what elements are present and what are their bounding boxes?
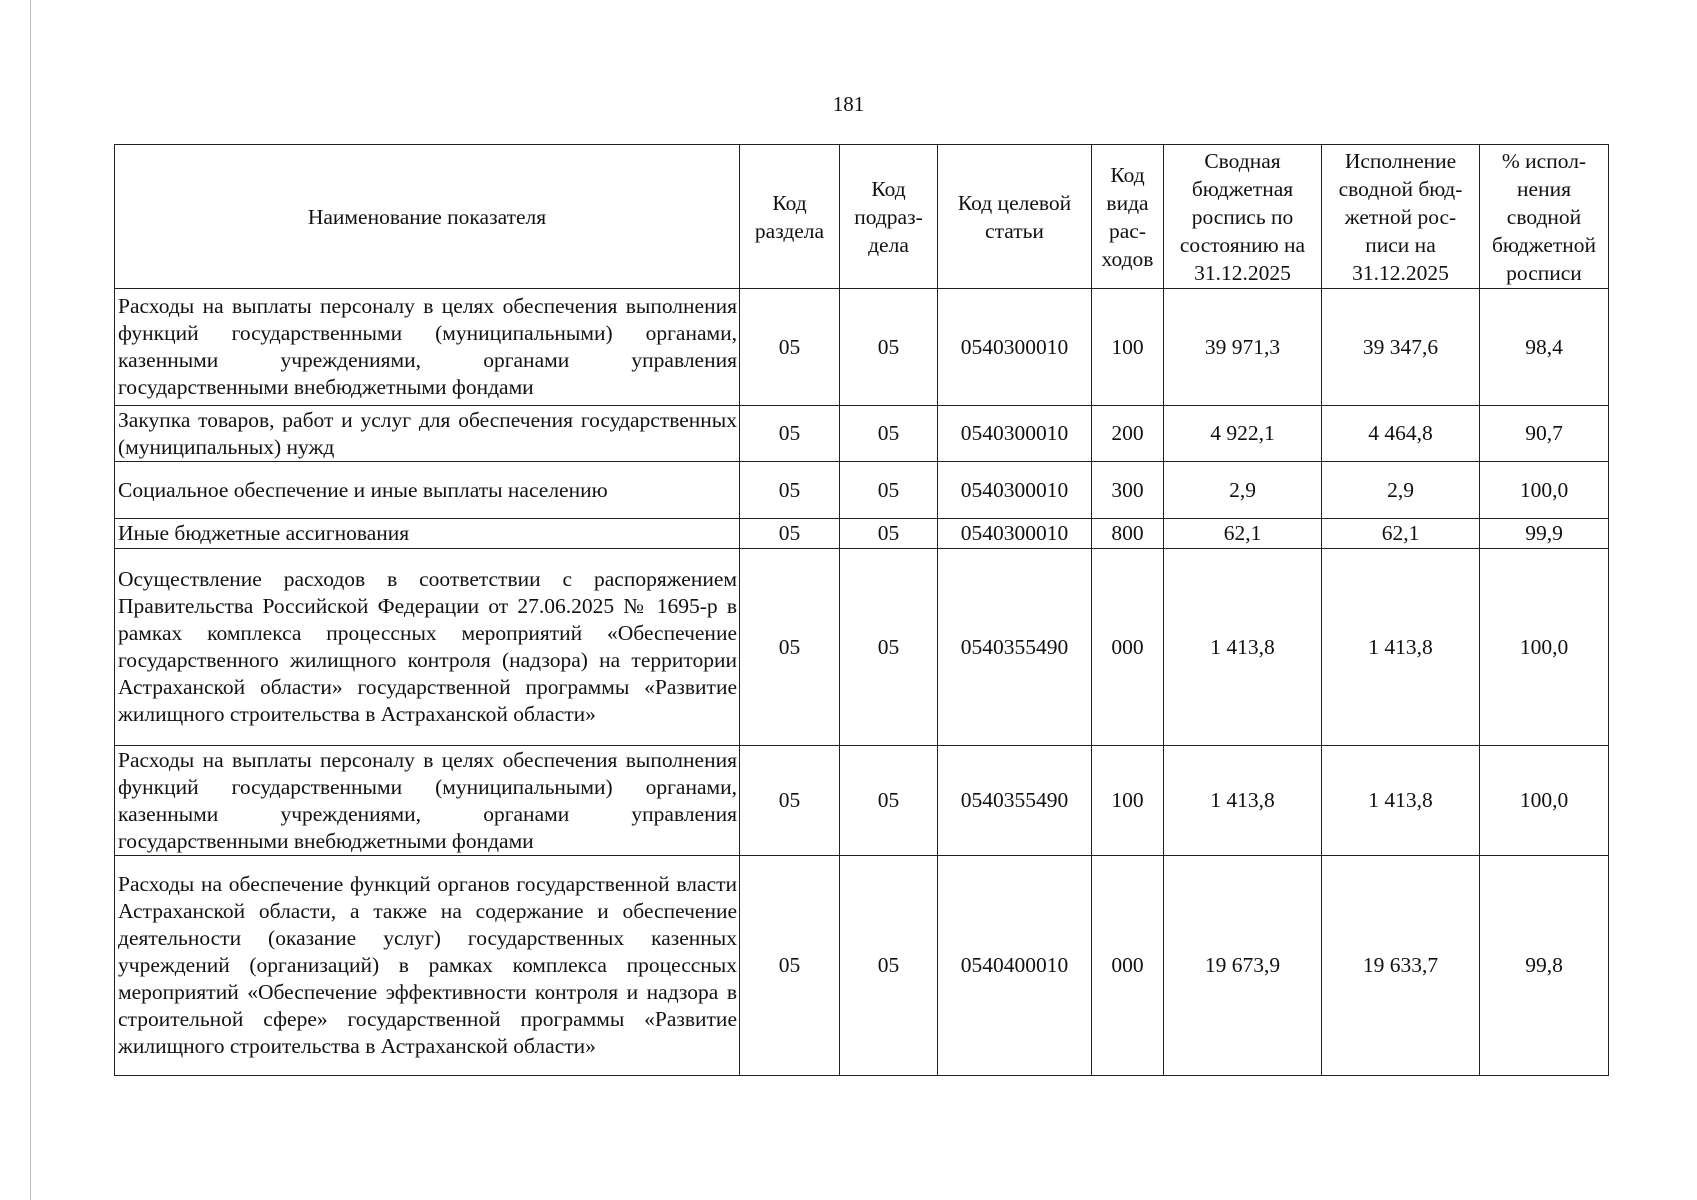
row-name: Осуществление расходов в соответствии с распоряжением Правительства Российской Федерации от 27.06.2025 № 1695-р в рамках комплекса процессных мероприятий «Обеспечение государственного жилищного контроля (надзора) на территории Астраханской области» государственной программы «Развитие жилищного строительства в Астраханской области» xyxy=(115,549,740,746)
budget-execution-table xyxy=(114,144,1609,1076)
row-budget-execution: 19 633,7 xyxy=(1322,856,1480,1076)
row-budget-plan: 1 413,8 xyxy=(1164,549,1322,746)
row-target-article-code: 0540355490 xyxy=(938,746,1092,856)
row-budget-execution: 62,1 xyxy=(1322,519,1480,549)
row-budget-execution: 2,9 xyxy=(1322,462,1480,519)
row-target-article-code: 0540300010 xyxy=(938,406,1092,462)
row-subsection-code: 05 xyxy=(840,519,938,549)
row-subsection-code: 05 xyxy=(840,549,938,746)
row-name: Иные бюджетные ассигнования xyxy=(115,519,740,549)
row-section-code: 05 xyxy=(740,462,840,519)
row-execution-percent: 100,0 xyxy=(1480,549,1609,746)
table-row xyxy=(115,406,1609,462)
row-target-article-code: 0540300010 xyxy=(938,289,1092,406)
row-expense-type-code: 800 xyxy=(1092,519,1164,549)
header-target-article-code: Код целевой статьи xyxy=(938,145,1092,289)
row-subsection-code: 05 xyxy=(840,746,938,856)
row-name: Расходы на выплаты персоналу в целях обеспечения выполнения функций государственными (муниципальными) органами, казенными учреждениями, органами управления государственными внебюджетными фондами xyxy=(115,746,740,856)
row-section-code: 05 xyxy=(740,856,840,1076)
header-section-code: Код раздела xyxy=(740,145,840,289)
row-budget-plan: 19 673,9 xyxy=(1164,856,1322,1076)
row-budget-execution: 4 464,8 xyxy=(1322,406,1480,462)
row-execution-percent: 100,0 xyxy=(1480,462,1609,519)
row-target-article-code: 0540400010 xyxy=(938,856,1092,1076)
row-subsection-code: 05 xyxy=(840,406,938,462)
row-subsection-code: 05 xyxy=(840,289,938,406)
row-execution-percent: 90,7 xyxy=(1480,406,1609,462)
row-target-article-code: 0540355490 xyxy=(938,549,1092,746)
header-budget-execution: Исполнение сводной бюд- жетной рос- писи на 31.12.2025 xyxy=(1322,145,1480,289)
table-header-row xyxy=(115,145,1609,289)
row-budget-plan: 1 413,8 xyxy=(1164,746,1322,856)
table-row xyxy=(115,856,1609,1076)
row-budget-plan: 2,9 xyxy=(1164,462,1322,519)
scan-edge-line xyxy=(30,0,31,1200)
row-budget-execution: 39 347,6 xyxy=(1322,289,1480,406)
row-target-article-code: 0540300010 xyxy=(938,462,1092,519)
row-target-article-code: 0540300010 xyxy=(938,519,1092,549)
row-expense-type-code: 100 xyxy=(1092,746,1164,856)
row-name: Закупка товаров, работ и услуг для обеспечения государственных (муниципальных) нужд xyxy=(115,406,740,462)
row-budget-plan: 4 922,1 xyxy=(1164,406,1322,462)
row-section-code: 05 xyxy=(740,406,840,462)
row-execution-percent: 99,8 xyxy=(1480,856,1609,1076)
table-row xyxy=(115,746,1609,856)
row-section-code: 05 xyxy=(740,289,840,406)
row-section-code: 05 xyxy=(740,549,840,746)
table-row xyxy=(115,519,1609,549)
row-budget-execution: 1 413,8 xyxy=(1322,549,1480,746)
row-execution-percent: 99,9 xyxy=(1480,519,1609,549)
table-row xyxy=(115,549,1609,746)
row-expense-type-code: 000 xyxy=(1092,549,1164,746)
row-budget-plan: 39 971,3 xyxy=(1164,289,1322,406)
row-subsection-code: 05 xyxy=(840,856,938,1076)
header-budget-plan: Сводная бюджетная роспись по состоянию на 31.12.2025 xyxy=(1164,145,1322,289)
row-expense-type-code: 200 xyxy=(1092,406,1164,462)
row-section-code: 05 xyxy=(740,746,840,856)
header-expense-type-code: Код вида рас- ходов xyxy=(1092,145,1164,289)
table-row xyxy=(115,289,1609,406)
row-name: Социальное обеспечение и иные выплаты населению xyxy=(115,462,740,519)
row-execution-percent: 100,0 xyxy=(1480,746,1609,856)
row-expense-type-code: 300 xyxy=(1092,462,1164,519)
row-execution-percent: 98,4 xyxy=(1480,289,1609,406)
row-budget-execution: 1 413,8 xyxy=(1322,746,1480,856)
header-execution-percent: % испол- нения сводной бюджетной росписи xyxy=(1480,145,1609,289)
row-expense-type-code: 100 xyxy=(1092,289,1164,406)
page-number: 181 xyxy=(832,92,865,116)
row-name: Расходы на выплаты персоналу в целях обеспечения выполнения функций государственными (муниципальными) органами, казенными учреждениями, органами управления государственными внебюджетными фондами xyxy=(115,289,740,406)
header-name: Наименование показателя xyxy=(115,145,740,289)
header-subsection-code: Код подраз- дела xyxy=(840,145,938,289)
row-subsection-code: 05 xyxy=(840,462,938,519)
row-expense-type-code: 000 xyxy=(1092,856,1164,1076)
row-budget-plan: 62,1 xyxy=(1164,519,1322,549)
row-name: Расходы на обеспечение функций органов государственной власти Астраханской области, а также на содержание и обеспечение деятельности (оказание услуг) государственных казенных учреждений (организаций) в рамках комплекса процессных мероприятий «Обеспечение эффективности контроля и надзора в строительной сфере» государственной программы «Развитие жилищного строительства в Астраханской области» xyxy=(115,856,740,1076)
table-row xyxy=(115,462,1609,519)
row-section-code: 05 xyxy=(740,519,840,549)
